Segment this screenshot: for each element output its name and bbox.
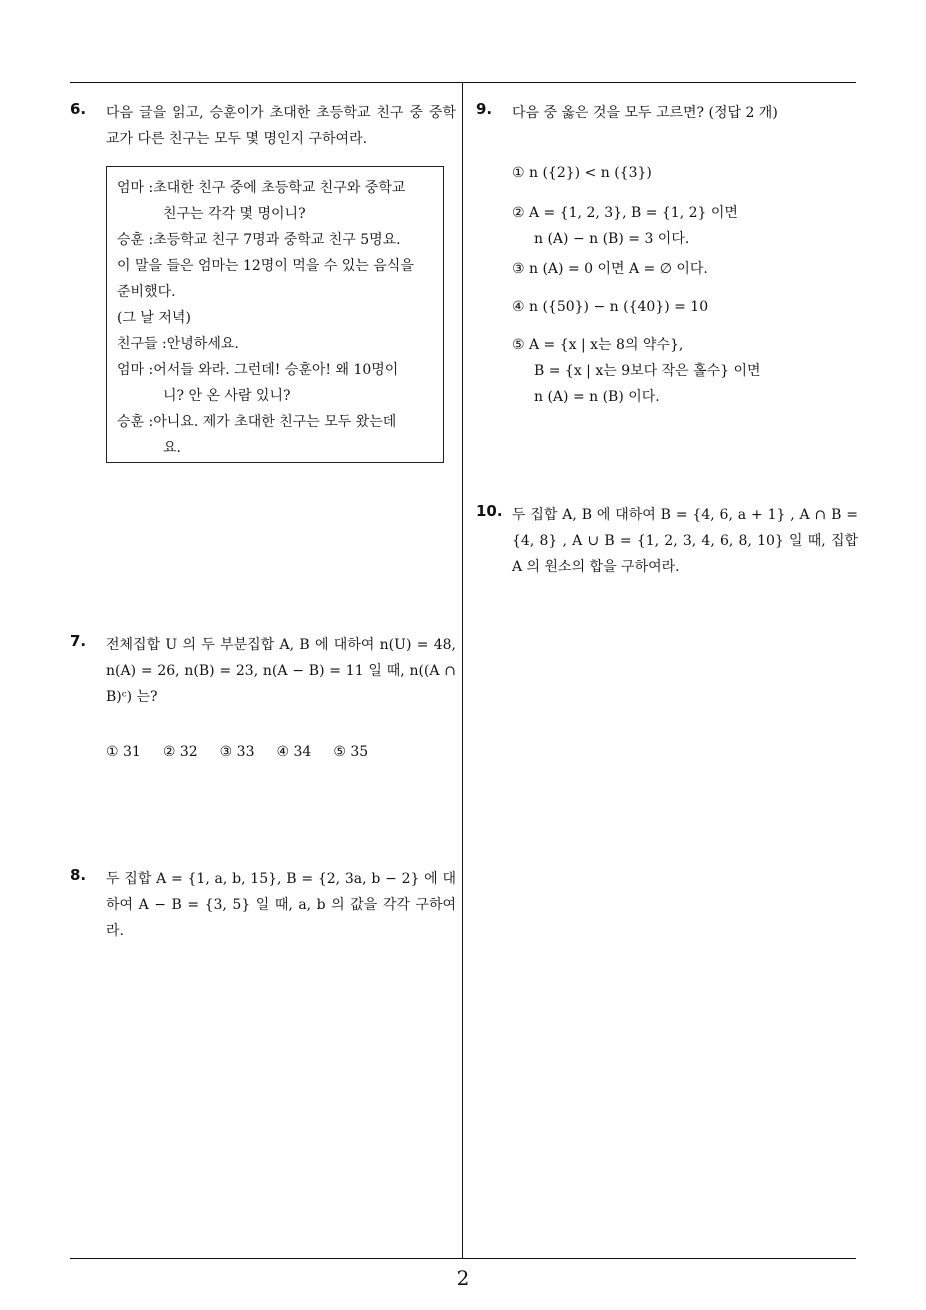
story-line: 요. [163,440,181,456]
story-line: 이 말을 들은 엄마는 12명이 먹을 수 있는 음식을 [117,258,414,274]
option-2[interactable]: ② A = {1, 2, 3}, B = {1, 2} 이면 n (A) − n (B) = 3 이다. [512,205,738,247]
story-line: 엄마 :초대한 친구 중에 초등학교 친구와 중학교 [117,180,406,196]
bottom-rule [70,1258,856,1259]
choice-5[interactable]: ⑤ 35 [333,744,369,760]
story-line: 친구들 :안녕하세요. [117,336,239,352]
option-4[interactable]: ④ n ({50}) − n ({40}) = 10 [512,299,709,315]
option-3[interactable]: ③ n (A) = 0 이면 A = ∅ 이다. [512,261,708,277]
question-number: 9. [476,100,493,118]
question-text: 다음 글을 읽고, 승훈이가 초대한 초등학교 친구 중 중학교가 다른 친구는 모두 몇 명인지 구하여라. [106,105,456,147]
top-rule [70,82,856,83]
question-number: 7. [70,632,87,650]
page-number: 2 [456,1266,470,1290]
question-number: 6. [70,100,87,118]
choice-1[interactable]: ① 31 [106,744,141,760]
question-text: 두 집합 A, B 에 대하여 B = {4, 6, a + 1} , A ∩ B = {4, 8} , A ∪ B = {1, 2, 3, 4, 6, 8, 10} 일 때, 집합 A 의 원소의 합을 구하여라. [512,507,858,575]
story-line: 친구는 각각 몇 명이니? [163,206,306,222]
story-box [106,166,444,463]
question-number: 8. [70,866,87,884]
question-text: 다음 중 옳은 것을 모두 고르면? (정답 2 개) [512,105,778,121]
story-line: 엄마 :어서들 와라. 그런데! 승훈아! 왜 10명이 [117,362,399,378]
option-5[interactable]: ⑤ A = {x | x는 8의 약수}, B = {x | x는 9보다 작은 홀수} 이면 n (A) = n (B) 이다. [512,337,761,405]
answer-choices [106,744,446,760]
choice-2[interactable]: ② 32 [162,744,198,760]
story-line: 승훈 :아니요. 제가 초대한 친구는 모두 왔는데 [117,414,397,430]
question-text: 두 집합 A = {1, a, b, 15}, B = {2, 3a, b − 2} 에 대하여 A − B = {3, 5} 일 때, a, b 의 값을 각각 구하여라. [106,871,456,939]
choice-3[interactable]: ③ 33 [219,744,255,760]
column-divider [462,82,463,1258]
story-line: 준비했다. [117,284,176,300]
story-line: (그 날 저녁) [117,310,191,326]
question-text: 전체집합 U 의 두 부분집합 A, B 에 대하여 n(U) = 48, n(A) = 26, n(B) = 23, n(A − B) = 11 일 때, n((A ∩ B)ᶜ) 는? [106,637,456,705]
story-line: 니? 안 온 사람 있니? [163,388,291,404]
choice-4[interactable]: ④ 34 [276,744,312,760]
option-1[interactable]: ① n ({2}) < n ({3}) [512,165,652,181]
question-number: 10. [476,502,503,520]
story-line: 승훈 :초등학교 친구 7명과 중학교 친구 5명요. [117,232,401,248]
